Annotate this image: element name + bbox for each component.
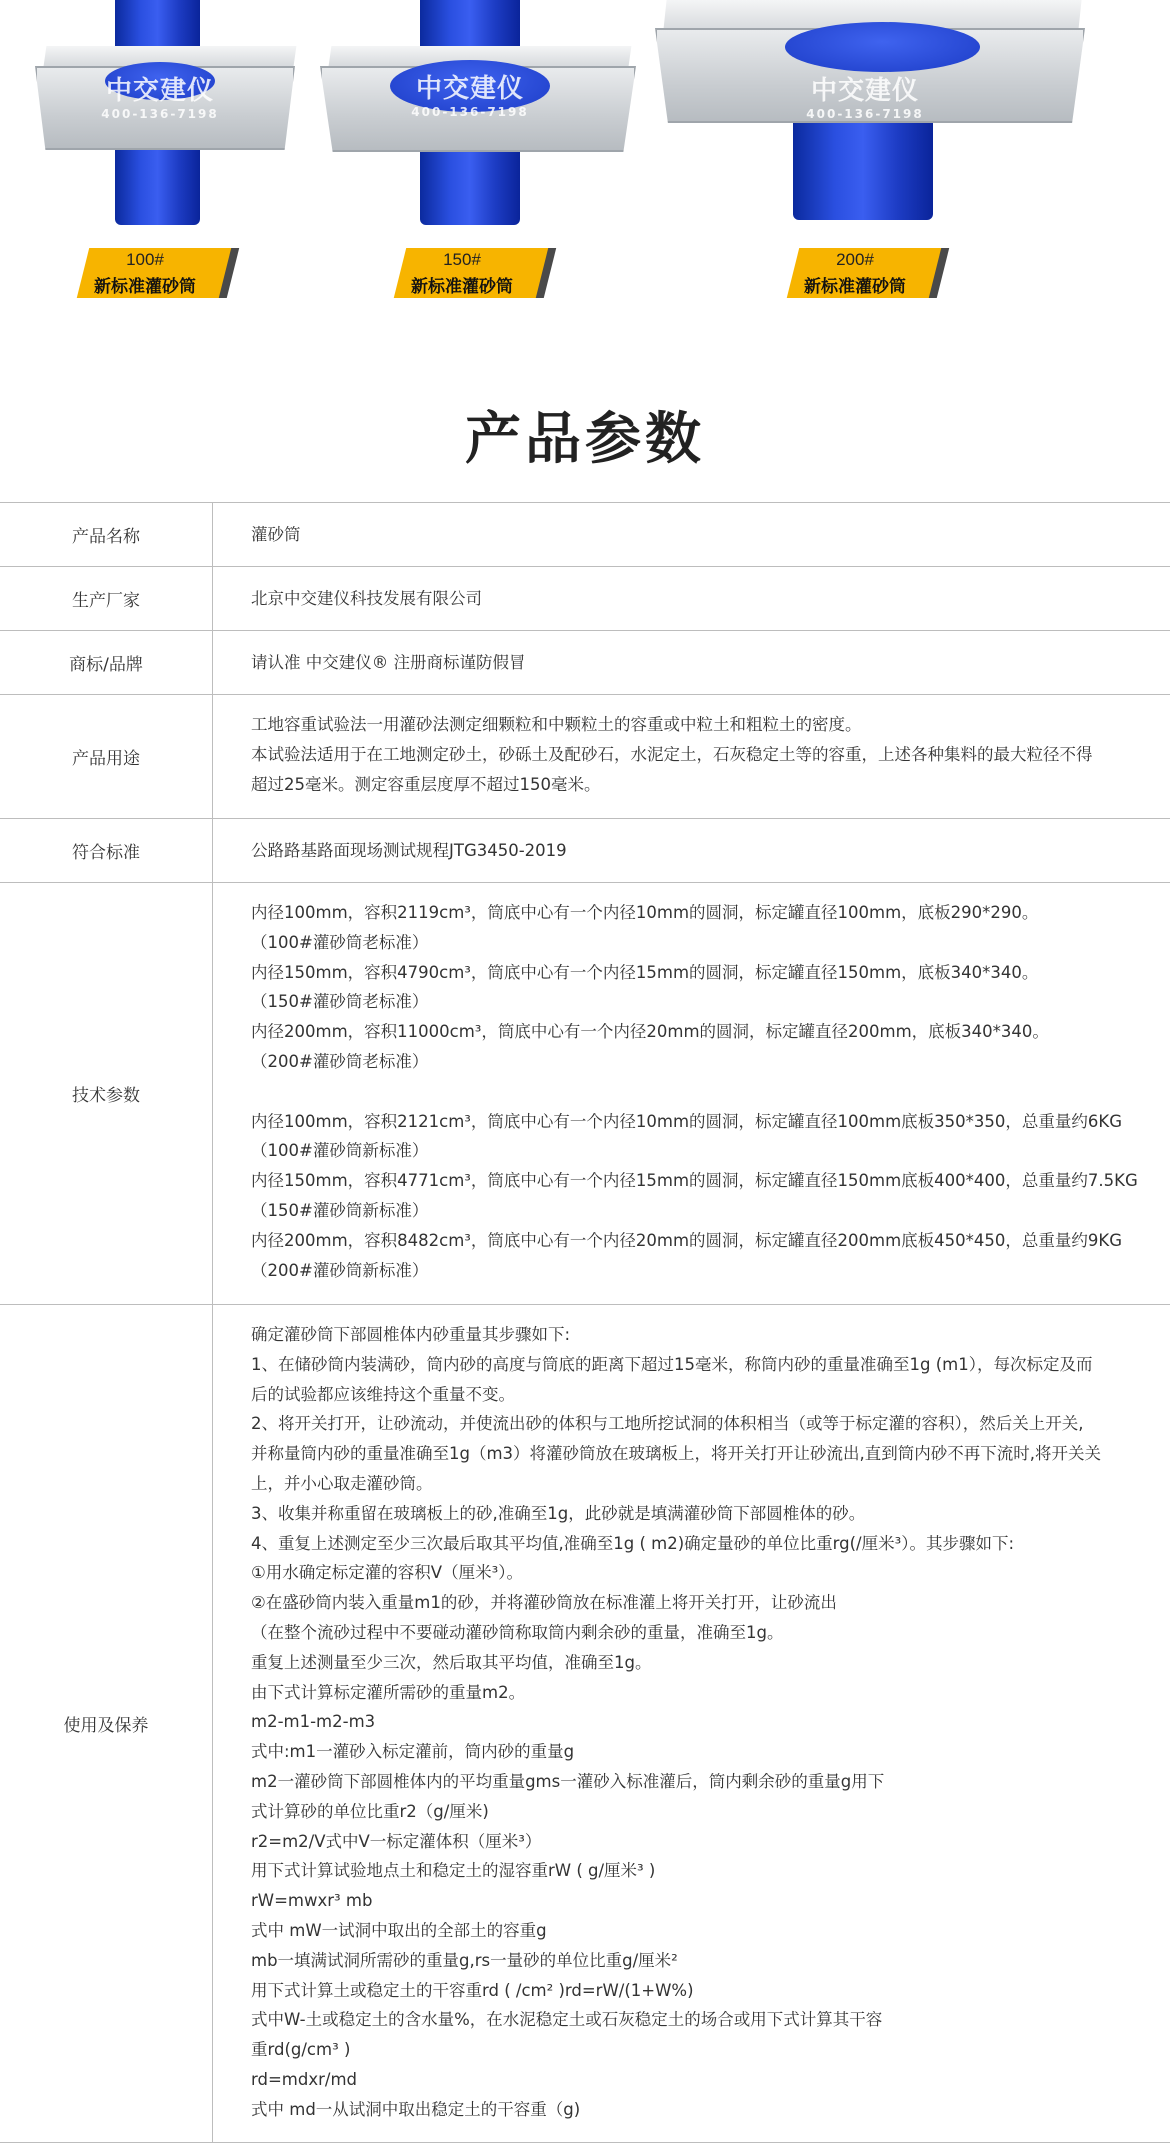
value-line: 确定灌砂筒下部圆椎体内砂重量其步骤如下: bbox=[251, 1325, 571, 1344]
product-name: 新标准灌砂筒 bbox=[94, 277, 196, 297]
value-line: rW=mwxr³ mb bbox=[251, 1891, 373, 1911]
row-value bbox=[213, 631, 1170, 694]
value-line: 1、在储砂筒内装满砂，筒内砂的高度与筒底的距离下超过15毫米，称筒内砂的重量准确至1g (m1），每次标定及而 bbox=[251, 1354, 1093, 1374]
product-tag bbox=[392, 248, 550, 298]
value-line: m2-m1-m2-m3 bbox=[251, 1712, 376, 1732]
value-line: r2=m2/V式中V一标定灌体积（厘米³） bbox=[251, 1831, 542, 1851]
value-line: 公路路基路面现场测试规程JTG3450-2019 bbox=[251, 840, 567, 860]
value-line: （在整个流砂过程中不要碰动灌砂筒称取筒内剩余砂的重量，准确至1g。 bbox=[251, 1622, 784, 1642]
row-value bbox=[213, 503, 1170, 566]
product-number: 200# bbox=[836, 250, 874, 269]
value-line: 后的试验都应该维持这个重量不变。 bbox=[251, 1384, 515, 1404]
table-row bbox=[0, 631, 1170, 695]
value-line: 式中 md一从试洞中取出稳定土的干容重（g) bbox=[251, 2099, 581, 2119]
row-label: 生产厂家 bbox=[0, 567, 213, 630]
product-number: 100# bbox=[126, 250, 164, 269]
value-line: mb一填满试洞所需砂的重量g,rs一量砂的单位比重g/厘米² bbox=[251, 1950, 678, 1970]
product-name: 新标准灌砂筒 bbox=[804, 277, 906, 297]
watermark-name: 中交建仪 bbox=[105, 76, 214, 106]
value-line: 重rd(g/cm³ ) bbox=[251, 2040, 351, 2060]
row-value bbox=[213, 695, 1170, 818]
value-line: 由下式计算标定灌所需砂的重量m2。 bbox=[251, 1682, 526, 1702]
row-label: 产品用途 bbox=[0, 695, 213, 818]
value-line: 用下式计算试验地点土和稳定土的湿容重rW ( g/厘米³ ) bbox=[251, 1861, 656, 1881]
value-line: rd=mdxr/md bbox=[251, 2069, 357, 2089]
watermark-tel: 400-136-7198 bbox=[806, 107, 924, 121]
table-row bbox=[0, 883, 1170, 1305]
value-line: 工地容重试验法一用灌砂法测定细颗粒和中颗粒土的容重或中粒土和粗粒土的密度。 bbox=[251, 715, 862, 734]
value-line: 用下式计算土或稳定土的干容重rd ( /cm² )rd=rW/(1+W%) bbox=[251, 1980, 694, 2000]
watermark-tel: 400-136-7198 bbox=[411, 105, 529, 119]
row-label: 商标/品牌 bbox=[0, 631, 213, 694]
value-line: 式中 mW一试洞中取出的全部土的容重g bbox=[251, 1920, 547, 1940]
product-tag bbox=[785, 248, 943, 298]
value-line: ①用水确定标定灌的容积V（厘米³）。 bbox=[251, 1563, 523, 1583]
row-label: 符合标准 bbox=[0, 819, 213, 882]
value-line: 重复上述测量至少三次，然后取其平均值，准确至1g。 bbox=[251, 1652, 652, 1672]
value-line: 灌砂筒 bbox=[251, 524, 301, 544]
value-line: 内径100mm，容积2119cm³，筒底中心有一个内径10mm的圆洞，标定罐直径100mm，底板290*290。 bbox=[251, 903, 1039, 922]
value-line: 式中:m1一灌砂入标定灌前，筒内砂的重量g bbox=[251, 1742, 575, 1762]
value-line: 并称量筒内砂的重量准确至1g（m3）将灌砂筒放在玻璃板上，将开关打开让砂流出,直到筒内砂不再下流时,将开关关 bbox=[251, 1444, 1102, 1464]
value-line: （150#灌砂筒老标准） bbox=[251, 992, 429, 1012]
value-line: 2、将开关打开，让砂流动，并使流出砂的体积与工地所挖试洞的体积相当（或等于标定灌的容积），然后关上开关, bbox=[251, 1414, 1084, 1434]
row-label: 产品名称 bbox=[0, 503, 213, 566]
value-line: 式计算砂的单位比重r2（g/厘米) bbox=[251, 1801, 489, 1821]
value-line: 式中W-土或稳定土的含水量%，在水泥稳定土或石灰稳定土的场合或用下式计算其干容 bbox=[251, 2010, 883, 2030]
watermark bbox=[395, 68, 545, 119]
row-label: 技术参数 bbox=[0, 883, 213, 1304]
row-value bbox=[213, 819, 1170, 882]
value-line: 请认准 中交建仪® 注册商标谨防假冒 bbox=[251, 652, 526, 672]
value-line: 北京中交建仪科技发展有限公司 bbox=[251, 588, 482, 608]
value-line: 内径100mm，容积2121cm³，筒底中心有一个内径10mm的圆洞，标定罐直径100mm底板350*350，总重量约6KG bbox=[251, 1111, 1123, 1131]
watermark-name: 中交建仪 bbox=[415, 74, 524, 104]
watermark bbox=[85, 70, 235, 121]
table-row bbox=[0, 567, 1170, 631]
row-value bbox=[213, 567, 1170, 630]
table-row bbox=[0, 503, 1170, 567]
table-row bbox=[0, 1305, 1170, 2143]
row-value bbox=[213, 1305, 1170, 2142]
value-line: 3、收集并称重留在玻璃板上的砂,准确至1g，此砂就是填满灌砂筒下部圆椎体的砂。 bbox=[251, 1503, 866, 1523]
product-number: 150# bbox=[443, 250, 481, 269]
row-label: 使用及保养 bbox=[0, 1305, 213, 2142]
watermark bbox=[790, 70, 940, 121]
value-line: 本试验法适用于在工地测定砂土，砂砾土及配砂石，水泥定土，石灰稳定土等的容重，上述各种集料的最大粒径不得 bbox=[251, 744, 1093, 764]
value-line: （100#灌砂筒老标准） bbox=[251, 932, 429, 952]
table-row bbox=[0, 695, 1170, 819]
params-table bbox=[0, 502, 1170, 2143]
base-disc bbox=[785, 22, 980, 72]
value-line: ②在盛砂筒内装入重量m1的砂，并将灌砂筒放在标准灌上将开关打开，让砂流出 bbox=[251, 1593, 837, 1613]
watermark-tel: 400-136-7198 bbox=[101, 107, 219, 121]
value-line: 内径200mm，容积8482cm³，筒底中心有一个内径20mm的圆洞，标定罐直径200mm底板450*450，总重量约9KG bbox=[251, 1230, 1123, 1250]
blank-line bbox=[251, 1077, 1170, 1107]
value-line: 4、重复上述测定至少三次最后取其平均值,准确至1g ( m2)确定量砂的单位比重rg(/厘米³）。其步骤如下: bbox=[251, 1533, 1015, 1553]
value-line: 内径200mm，容积11000cm³，筒底中心有一个内径20mm的圆洞，标定罐直径200mm，底板340*340。 bbox=[251, 1022, 1049, 1042]
value-line: （150#灌砂筒新标准） bbox=[251, 1200, 429, 1220]
value-line: （100#灌砂筒新标准） bbox=[251, 1141, 429, 1161]
value-line: 内径150mm，容积4771cm³，筒底中心有一个内径15mm的圆洞，标定罐直径150mm底板400*400，总重量约7.5KG bbox=[251, 1171, 1138, 1191]
table-row bbox=[0, 819, 1170, 883]
value-line: m2一灌砂筒下部圆椎体内的平均重量gms一灌砂入标准灌后，筒内剩余砂的重量g用下 bbox=[251, 1771, 885, 1791]
row-value bbox=[213, 883, 1170, 1304]
product-name: 新标准灌砂筒 bbox=[411, 277, 513, 297]
value-line: 超过25毫米。测定容重层度厚不超过150毫米。 bbox=[251, 774, 601, 794]
watermark-name: 中交建仪 bbox=[810, 76, 919, 106]
value-line: （200#灌砂筒老标准） bbox=[251, 1051, 429, 1071]
product-image-strip bbox=[0, 0, 1170, 320]
value-line: （200#灌砂筒新标准） bbox=[251, 1260, 429, 1280]
value-line: 上，并小心取走灌砂筒。 bbox=[251, 1473, 433, 1493]
section-title: 产品参数 bbox=[465, 407, 705, 472]
product-tag bbox=[75, 248, 233, 298]
value-line: 内径150mm，容积4790cm³，筒底中心有一个内径15mm的圆洞，标定罐直径150mm，底板340*340。 bbox=[251, 962, 1039, 982]
